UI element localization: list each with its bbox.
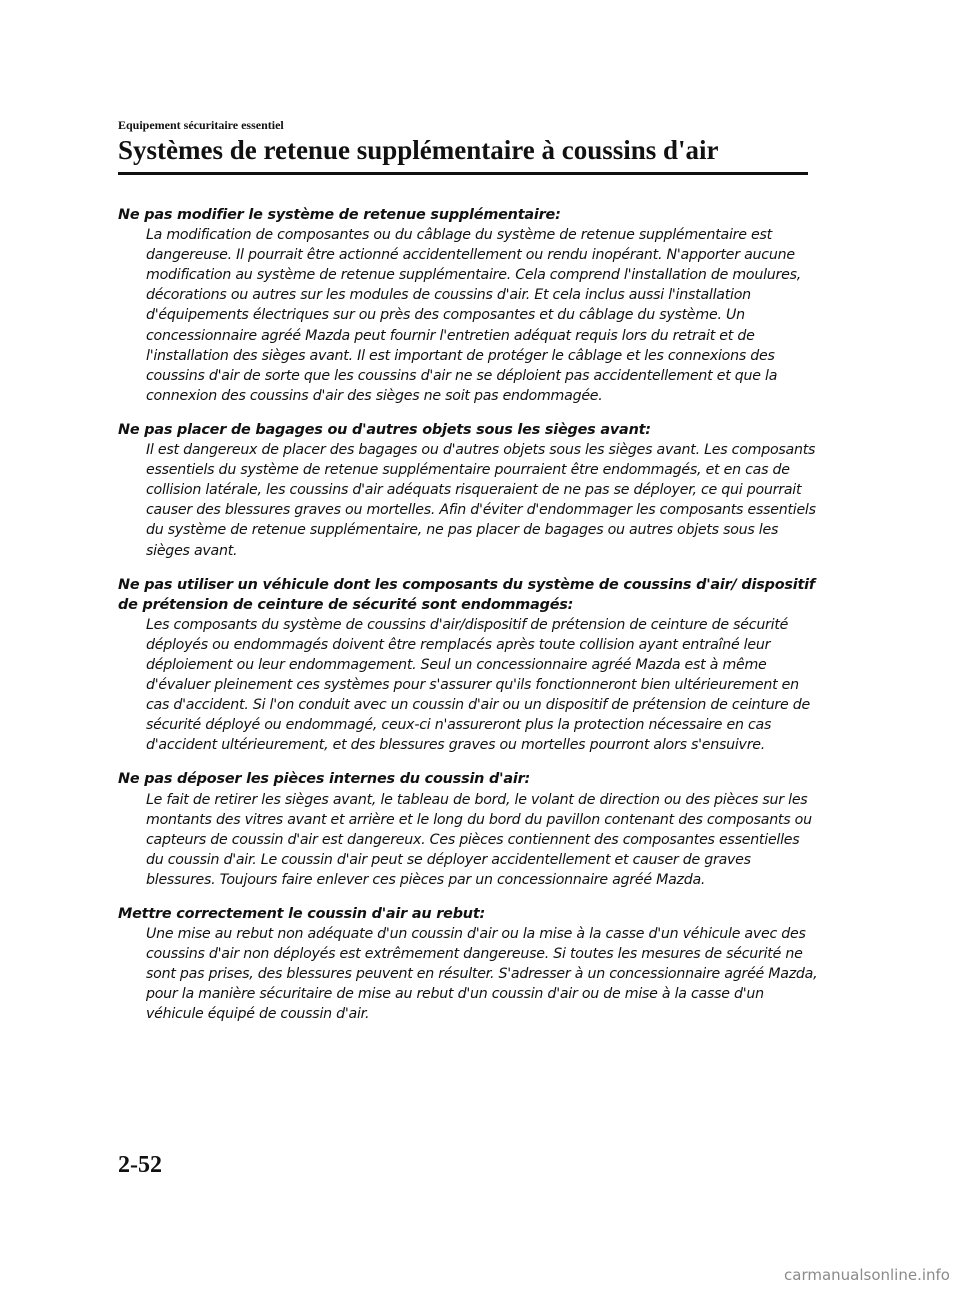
warning-body: Il est dangereux de placer des bagages ou d'autres objets sous les sièges avant. Les composants essentiels du système de retenue supplémentaire pourraient être endommagés, et en cas de collision latérale, les coussins d'air adéquats risqueraient de ne pas se déployer, ce qui pourrait causer des blessures graves ou mortelles. Afin d'éviter d'endommager les composants essentiels du système de retenue supplémentaire, ne pas placer de bagages ou autres objets sous les sièges avant. — [146, 442, 816, 559]
warnings-content — [118, 205, 818, 1039]
page-title: Systèmes de retenue supplémentaire à coussins d'air — [118, 135, 719, 165]
page-number: 2-52 — [118, 1152, 162, 1178]
warning-item — [118, 205, 818, 406]
warning-body: Le fait de retirer les sièges avant, le tableau de bord, le volant de direction ou des pièces sur les montants des vitres avant et arrière et le long du bord du pavillon contenant des composants ou capteurs de coussin d'air est dangereux. Ces pièces contiennent des composantes essentielles du coussin d'air. Le coussin d'air peut se déployer accidentellement et causer de graves blessures. Toujours faire enlever ces pièces par un concessionnaire agréé Mazda. — [146, 791, 812, 888]
warning-item — [118, 420, 818, 561]
warning-body: La modification de composantes ou du câblage du système de retenue supplémentaire est dangereuse. Il pourrait être actionné accidentellement ou rendu inopérant. N'apporter aucune modification au système de retenue supplémentaire. Cela comprend l'installation de moulures, décorations ou autres sur les modules de coussins d'air. Et cela inclus aussi l'installation d'équipements électriques sur ou près des composantes et du câblage du système. Un concessionnaire agréé Mazda peut fournir l'entretien adéquat requis lors du retrait et de l'installation des sièges avant. Il est important de protéger le câblage et les connexions des coussins d'air de sorte que les coussins d'air ne se déploient pas accidentellement et que la connexion des coussins d'air des sièges ne soit pas endommagée. — [146, 227, 801, 404]
warning-body: Les composants du système de coussins d'air/dispositif de prétension de ceinture de sécurité déployés ou endommagés doivent être remplacés après toute collision ayant entraîné leur déploiement ou leur endommagement. Seul un concessionnaire agréé Mazda est à même d'évaluer pleinement ces systèmes pour s'assurer qu'ils fonctionneront bien ultérieurement en cas d'accident. Si l'on conduit avec un coussin d'air ou un dispositif de prétension de ceinture de sécurité déployé ou endommagé, ceux-ci n'assureront plus la protection nécessaire en cas d'accident ultérieurement, et des blessures graves ou mortelles pourront alors s'ensuivre. — [146, 616, 810, 754]
warning-item — [118, 575, 818, 756]
warning-heading: Ne pas placer de bagages ou d'autres objets sous les sièges avant: — [118, 421, 651, 438]
warning-heading: Ne pas modifier le système de retenue supplémentaire: — [118, 207, 561, 223]
warning-item — [118, 904, 818, 1025]
title-rule — [118, 172, 808, 175]
warning-body: Une mise au rebut non adéquate d'un coussin d'air ou la mise à la casse d'un véhicule avec des coussins d'air non déployés est extrêmement dangereuse. Si toutes les mesures de sécurité ne sont pas prises, des blessures peuvent en résulter. S'adresser à un concessionnaire agréé Mazda, pour la manière sécuritaire de mise au rebut d'un coussin d'air ou de mise à la casse d'un véhicule équipé de coussin d'air. — [146, 926, 818, 1023]
warning-heading: Ne pas utiliser un véhicule dont les composants du système de coussins d'air/ dispositif de prétension de ceinture de sécurité sont endommagés: — [118, 576, 815, 613]
warning-heading: Mettre correctement le coussin d'air au rebut: — [118, 906, 486, 922]
watermark: carmanualsonline.info — [784, 1266, 950, 1284]
section-label: Equipement sécuritaire essentiel — [118, 118, 284, 132]
warning-item — [118, 769, 818, 890]
warning-heading: Ne pas déposer les pièces internes du coussin d'air: — [118, 771, 531, 788]
